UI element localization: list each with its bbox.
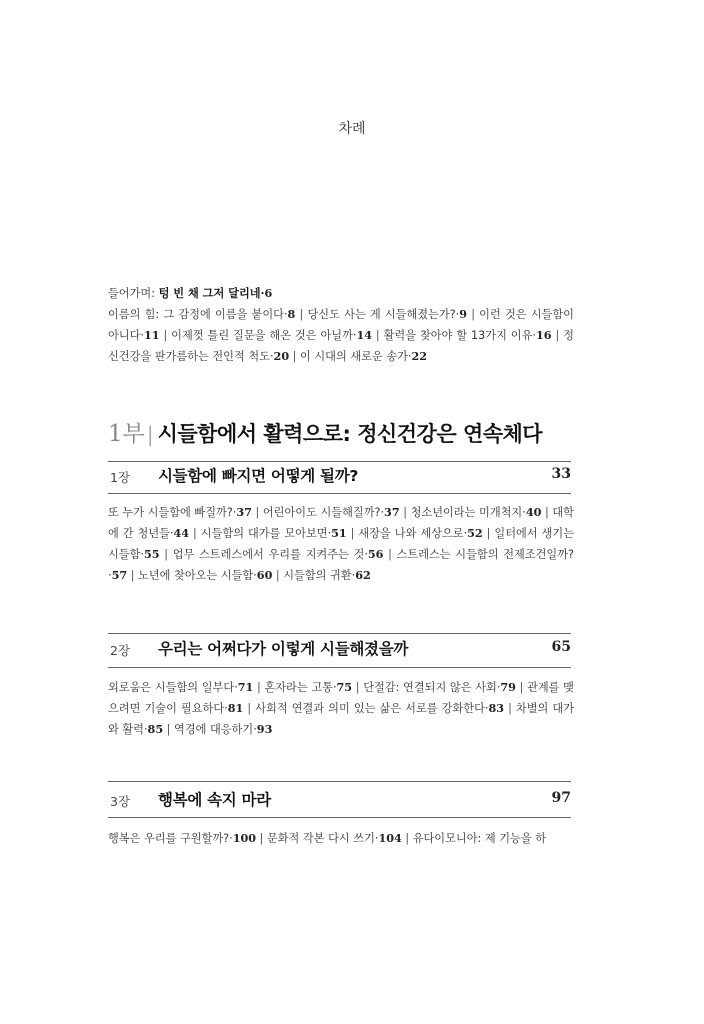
chapter-page-number: 65: [551, 639, 571, 655]
intro-block: [108, 283, 574, 367]
entry-dot: ·: [352, 329, 357, 342]
toc-entry-title: 이런 것은 시들함이 아니다: [108, 308, 574, 342]
toc-entry-page: 51: [331, 526, 347, 540]
chapter-top-rule: [108, 781, 571, 782]
toc-entry-page: 104: [378, 831, 402, 845]
entry-separator: |: [163, 723, 175, 736]
part-divider: |: [146, 422, 154, 446]
part-label: 1부: [108, 421, 145, 447]
chapter-title: 시들함에 빠지면 어떻게 될까?: [158, 467, 359, 485]
toc-entry-title: 역경에 대응하기: [174, 723, 254, 736]
entry-dot: ·: [351, 569, 356, 582]
chapter-label: 1장: [110, 470, 131, 485]
toc-entry-page: 14: [356, 328, 373, 342]
toc-entry-page: 100: [232, 831, 257, 845]
toc-entry-page: 93: [256, 722, 273, 736]
toc-entry-title: 이름의 힘: 그 감정에 이름을 붙이다: [108, 308, 284, 321]
toc-entry-title: 행복은 우리를 구원할까?: [108, 832, 230, 845]
part-heading: [108, 415, 588, 448]
entry-dot: ·: [463, 527, 468, 540]
toc-entry-page: 8: [287, 307, 296, 321]
toc-entry-title: 사회적 연결과 의미 있는 삶은 서로를 강화한다: [255, 702, 485, 715]
entry-separator: |: [399, 506, 411, 519]
toc-entry-page: 20: [273, 349, 290, 363]
entry-dot: ·: [380, 506, 385, 519]
toc-entry-page: 9: [459, 307, 468, 321]
chapter-3-entries: [108, 828, 574, 849]
entry-separator: |: [482, 527, 495, 540]
chapter-title: 행복에 속지 마라: [158, 791, 271, 809]
chapter-bottom-rule: [108, 493, 571, 494]
entry-separator: |: [159, 548, 173, 561]
intro-label: 들어가며:: [108, 287, 155, 300]
intro-heading: [108, 283, 574, 304]
toc-entry-title: 시들함의 귀환: [283, 569, 352, 582]
toc-entry-title: 일터에서 생기는 시들함: [108, 527, 575, 561]
entry-dot: ·: [143, 723, 148, 736]
toc-entry-title: 이 시대의 새로운 송가: [300, 350, 408, 363]
toc-entry-page: 52: [467, 526, 483, 540]
toc-title: 차례: [338, 121, 366, 137]
entry-separator: |: [467, 308, 480, 321]
chapter-label: 3장: [110, 794, 131, 809]
toc-entry-title: 당신도 사는 게 시들해졌는가?: [307, 308, 456, 321]
toc-entry-page: 22: [411, 349, 428, 363]
entry-dot: ·: [327, 527, 332, 540]
entry-dot: ·: [234, 681, 238, 694]
intro-title: 텅 빈 채 그저 달리네: [158, 287, 261, 300]
chapter-1-heading: [108, 462, 571, 492]
toc-entry-title: 단절감: 연결되지 않은 사회: [363, 681, 497, 694]
toc-entry-title: 활력을 찾아야 할 13가지 이유: [383, 329, 533, 342]
chapter-bottom-rule: [108, 817, 571, 818]
chapter-1-entries: [108, 502, 574, 586]
toc-entry-page: 11: [143, 328, 160, 342]
toc-entry-title: 업무 스트레스에서 우리를 지켜주는 것: [172, 548, 365, 561]
toc-entry-page: 37: [384, 505, 400, 519]
entry-separator: |: [504, 702, 516, 715]
entry-separator: |: [272, 569, 284, 582]
chapter-2-heading: [108, 635, 571, 665]
entry-separator: |: [189, 527, 201, 540]
toc-entry-page: 40: [525, 505, 542, 519]
entry-dot: ·: [140, 329, 144, 342]
toc-entry-page: 85: [147, 722, 164, 736]
chapter-page-number: 97: [551, 790, 571, 806]
toc-entry-title: 대학에 간 청년들: [108, 506, 574, 540]
entry-dot: ·: [522, 506, 526, 519]
toc-entry-page: 57: [111, 568, 128, 582]
toc-entry-page: 56: [367, 547, 384, 561]
entry-dot: ·: [532, 329, 536, 342]
entry-separator: |: [401, 832, 413, 845]
entry-separator: |: [295, 308, 308, 321]
toc-entry-page: 16: [535, 328, 552, 342]
chapter-bottom-rule: [108, 667, 571, 668]
toc-entry-title: 스트레스는 시들함의 전제조건일까?: [396, 548, 574, 561]
toc-entry-title: 노년에 찾아오는 시들함: [138, 569, 254, 582]
toc-entry-page: 83: [488, 701, 505, 715]
entry-dot: ·: [169, 527, 174, 540]
entry-dot: ·: [455, 308, 460, 321]
toc-entry-title: 시들함의 대가를 모아보면: [200, 527, 328, 540]
toc-entry-title: 어린아이도 시들해질까?: [262, 506, 381, 519]
entry-dot: ·: [269, 350, 274, 363]
toc-entry-page: 55: [143, 547, 160, 561]
entry-dot: ·: [374, 832, 379, 845]
toc-entry-title: 청소년이라는 미개척지: [410, 506, 523, 519]
entry-separator: |: [383, 548, 397, 561]
entry-dot: ·: [253, 723, 257, 736]
entry-separator: |: [243, 702, 256, 715]
entry-separator: |: [289, 350, 301, 363]
entry-separator: |: [551, 329, 564, 342]
toc-entry-title: 문화적 각본 다시 쓰기: [266, 832, 375, 845]
entry-dot: ·: [229, 832, 233, 845]
entry-separator: |: [253, 681, 265, 694]
entry-dot: ·: [232, 506, 237, 519]
entry-separator: |: [256, 832, 267, 845]
toc-entry-title: 차별의 대가와 활력: [108, 702, 575, 736]
entry-dot: ·: [332, 681, 337, 694]
toc-entry-page: 79: [500, 680, 516, 694]
entry-dot: ·: [364, 548, 368, 561]
toc-entry-title: 혼자라는 고통: [264, 681, 333, 694]
toc-entry-page: 71: [237, 680, 254, 694]
chapter-3-heading: [108, 786, 571, 816]
intro-page: ·6: [260, 286, 273, 300]
entry-dot: ·: [407, 350, 412, 363]
toc-entry-title: 또 누가 시들함에 빠질까?: [108, 506, 233, 519]
toc-entry-title: 외로움은 시들함의 일부다: [108, 681, 235, 694]
entry-dot: ·: [224, 702, 228, 715]
toc-entry-page: 44: [173, 526, 190, 540]
entry-dot: ·: [140, 548, 144, 561]
entry-separator: |: [159, 329, 172, 342]
entry-dot: ·: [253, 569, 257, 582]
entry-separator: |: [372, 329, 384, 342]
toc-entry-title: 관계를 맺으려면 기술이 필요하다: [108, 681, 574, 715]
toc-entry-page: 75: [336, 680, 353, 694]
entry-dot: ·: [484, 702, 489, 715]
intro-entry-list: [108, 304, 574, 367]
toc-entry-page: 37: [236, 505, 252, 519]
chapter-title: 우리는 어쩌다가 이렇게 시들해졌을까: [158, 640, 409, 658]
chapter-label: 2장: [110, 643, 131, 658]
entry-separator: |: [251, 506, 263, 519]
chapter-2-entries: [108, 677, 574, 740]
toc-entry-title: 새장을 나와 세상으로: [358, 527, 464, 540]
toc-entry-title: 정신건강을 판가름하는 전인적 척도: [108, 329, 574, 363]
toc-entry-title: 유다이모니아: 제 기능을 하: [412, 832, 547, 845]
entry-dot: ·: [108, 569, 112, 582]
toc-entry-title: 이제껏 틀린 질문을 해온 것은 아닐까: [171, 329, 353, 342]
entry-separator: |: [515, 681, 528, 694]
entry-dot: ·: [496, 681, 501, 694]
entry-dot: ·: [283, 308, 288, 321]
toc-entry-page: 81: [227, 701, 244, 715]
chapter-page-number: 33: [551, 466, 571, 482]
entry-separator: |: [352, 681, 364, 694]
entry-separator: |: [346, 527, 359, 540]
chapter-top-rule: [108, 633, 571, 634]
entry-separator: |: [127, 569, 139, 582]
entry-separator: |: [541, 506, 553, 519]
toc-entry-page: 60: [256, 568, 273, 582]
toc-entry-page: 62: [355, 568, 371, 582]
part-title: 시들함에서 활력으로: 정신건강은 연속체다: [157, 422, 543, 446]
